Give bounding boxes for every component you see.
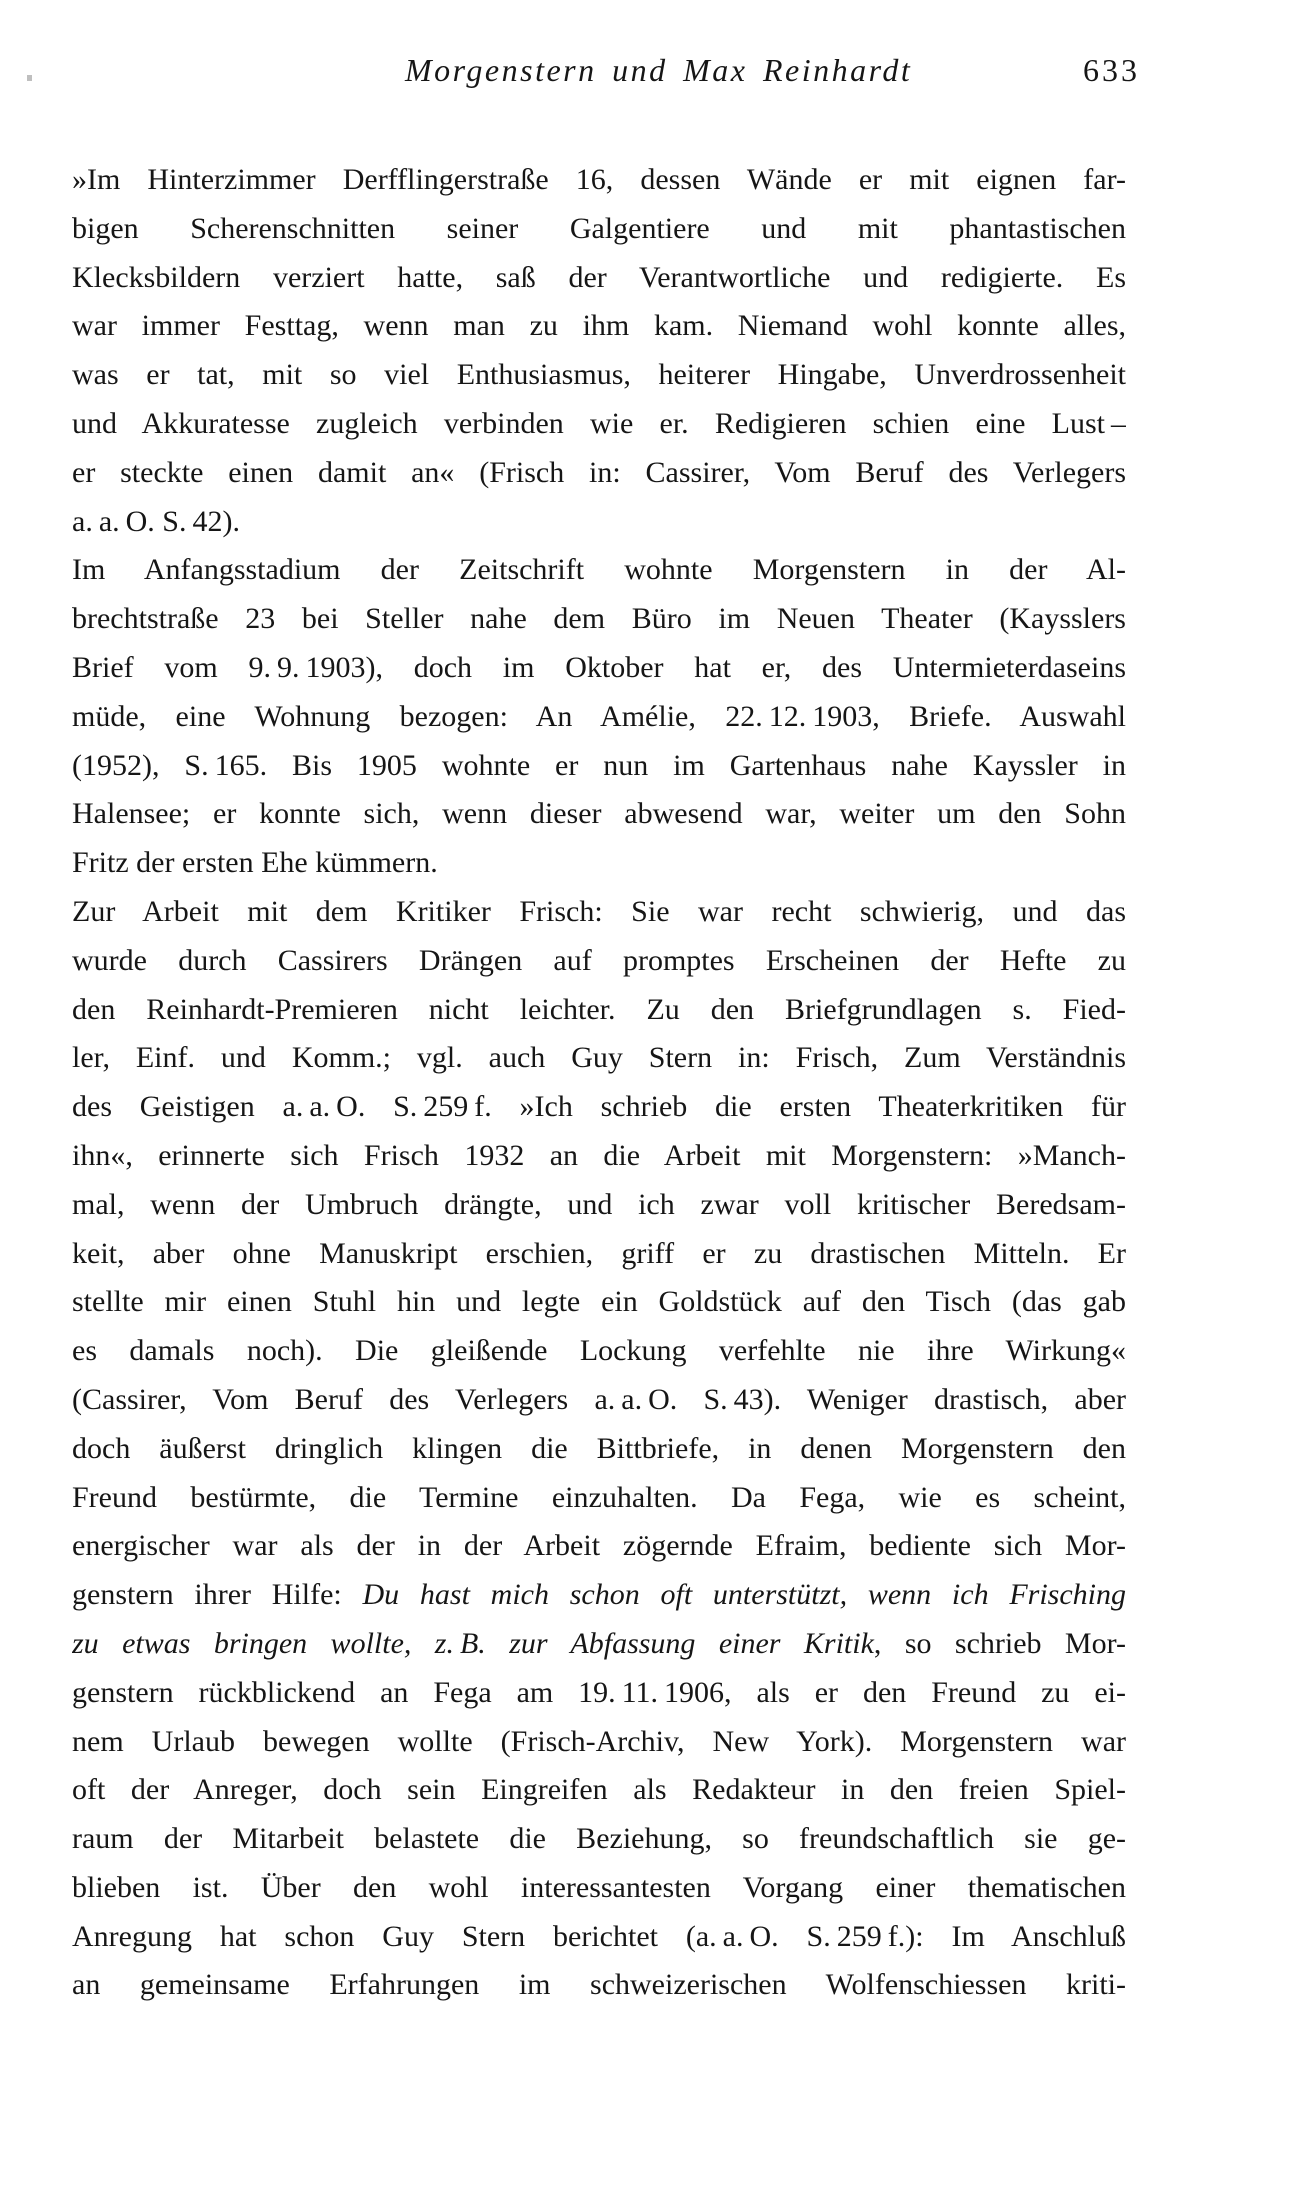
text-line: er steckte einen damit an« (Frisch in: Cassirer, Vom Beruf des Verlegers xyxy=(72,455,1126,489)
body-text xyxy=(72,156,1126,2010)
text-line: es damals noch). Die gleißende Lockung verfehlte nie ihre Wirkung« xyxy=(72,1334,1126,1368)
text-line: doch äußerst dringlich klingen die Bittbriefe, in denen Morgenstern den xyxy=(72,1431,1126,1465)
running-head-title: Morgenstern und Max Reinhardt xyxy=(405,52,913,88)
text-line: brechtstraße 23 bei Steller nahe dem Büro im Neuen Theater (Kaysslers xyxy=(72,602,1126,636)
text-line: und Akkuratesse zugleich verbinden wie er. Redigieren schien eine Lust – xyxy=(72,406,1126,440)
text-line: Halensee; er konnte sich, wenn dieser abwesend war, weiter um den Sohn xyxy=(72,797,1126,831)
text-line: Freund bestürmte, die Termine einzuhalten. Da Fega, wie es scheint, xyxy=(72,1480,1126,1514)
text-line: genstern rückblickend an Fega am 19. 11. 1906, als er den Freund zu ei- xyxy=(72,1675,1126,1709)
text-line: Zur Arbeit mit dem Kritiker Frisch: Sie war recht schwierig, und das xyxy=(72,894,1126,928)
type-area xyxy=(72,0,1140,2209)
text-line: Klecksbildern verziert hatte, saß der Verantwortliche und redigierte. Es xyxy=(72,260,1126,294)
text-line: ler, Einf. und Komm.; vgl. auch Guy Stern in: Frisch, Zum Verständnis xyxy=(72,1041,1126,1075)
text-line: (Cassirer, Vom Beruf des Verlegers a. a. O. S. 43). Weniger drastisch, aber xyxy=(72,1382,1126,1416)
text-line: des Geistigen a. a. O. S. 259 f. »Ich schrieb die ersten Theaterkritiken für xyxy=(72,1090,1126,1124)
text-line: an gemeinsame Erfahrungen im schweizerischen Wolfenschiessen kriti- xyxy=(72,1968,1126,2002)
text-line: was er tat, mit so viel Enthusiasmus, heiterer Hingabe, Unverdrossenheit xyxy=(72,358,1126,392)
text-line: war immer Festtag, wenn man zu ihm kam. Niemand wohl konnte alles, xyxy=(72,309,1126,343)
text-line: zu etwas bringen wollte, z. B. zur Abfassung einer Kritik, so schrieb Mor- xyxy=(72,1626,1126,1660)
text-line: ihn«, erinnerte sich Frisch 1932 an die Arbeit mit Morgenstern: »Manch- xyxy=(72,1138,1126,1172)
text-line: genstern ihrer Hilfe: Du hast mich schon oft unterstützt, wenn ich Frisching xyxy=(72,1578,1126,1612)
running-head xyxy=(72,52,1140,98)
text-line: oft der Anreger, doch sein Eingreifen als Redakteur in den freien Spiel- xyxy=(72,1773,1126,1807)
text-line: nem Urlaub bewegen wollte (Frisch-Archiv, New York). Morgenstern war xyxy=(72,1724,1126,1758)
page-number: 633 xyxy=(1083,52,1140,88)
text-line: wurde durch Cassirers Drängen auf promptes Erscheinen der Hefte zu xyxy=(72,943,1126,977)
text-line: stellte mir einen Stuhl hin und legte ein Goldstück auf den Tisch (das gab xyxy=(72,1285,1126,1319)
text-line: keit, aber ohne Manuskript erschien, griff er zu drastischen Mitteln. Er xyxy=(72,1236,1126,1270)
text-line: Fritz der ersten Ehe kümmern. xyxy=(72,846,438,880)
text-line: a. a. O. S. 42). xyxy=(72,504,240,538)
scan-artifact xyxy=(27,75,32,81)
text-line: »Im Hinterzimmer Derfflingerstraße 16, dessen Wände er mit eignen far- xyxy=(72,163,1126,196)
text-line: energischer war als der in der Arbeit zögernde Efraim, bediente sich Mor- xyxy=(72,1529,1126,1563)
text-line: Im Anfangsstadium der Zeitschrift wohnte Morgenstern in der Al- xyxy=(72,553,1126,587)
text-line: mal, wenn der Umbruch drängte, und ich zwar voll kritischer Beredsam- xyxy=(72,1187,1126,1221)
text-line: müde, eine Wohnung bezogen: An Amélie, 22. 12. 1903, Briefe. Auswahl xyxy=(72,699,1126,733)
text-line: Brief vom 9. 9. 1903), doch im Oktober hat er, des Untermieterdaseins xyxy=(72,650,1126,684)
text-line: den Reinhardt-Premieren nicht leichter. Zu den Briefgrundlagen s. Fied- xyxy=(72,992,1126,1026)
text-line: bigen Scherenschnitten seiner Galgentiere und mit phantastischen xyxy=(72,211,1126,245)
text-line: Anregung hat schon Guy Stern berichtet (a. a. O. S. 259 f.): Im Anschluß xyxy=(72,1919,1126,1953)
text-line: blieben ist. Über den wohl interessantesten Vorgang einer thematischen xyxy=(72,1870,1126,1904)
text-line: (1952), S. 165. Bis 1905 wohnte er nun im Gartenhaus nahe Kayssler in xyxy=(72,748,1126,782)
text-line: raum der Mitarbeit belastete die Beziehung, so freundschaftlich sie ge- xyxy=(72,1822,1126,1856)
